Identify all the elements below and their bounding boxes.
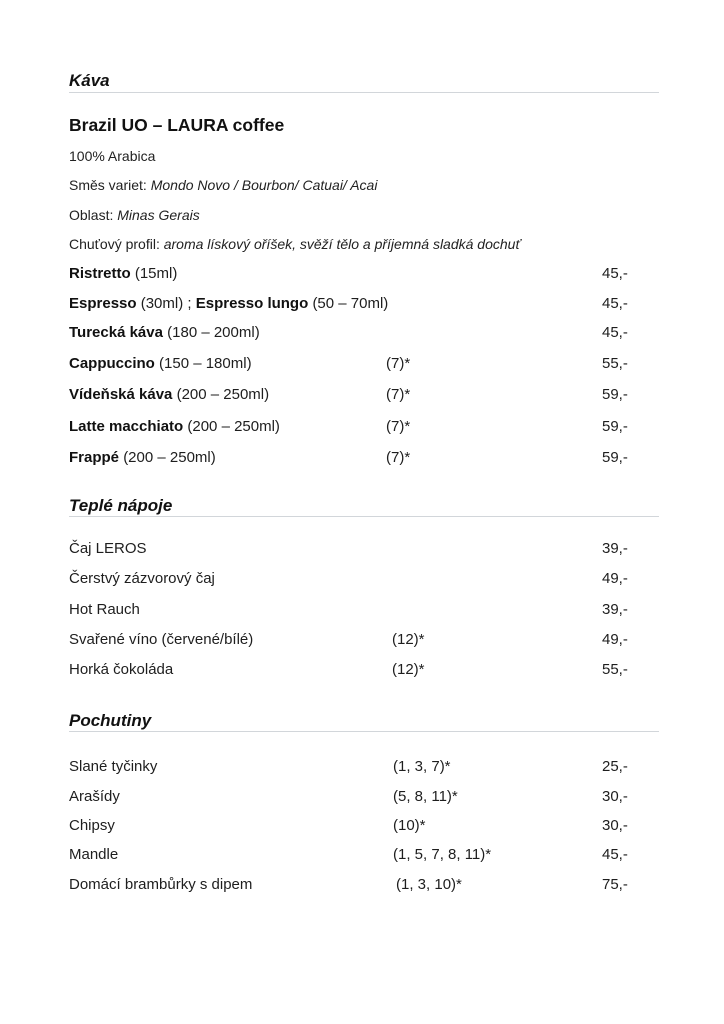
item-price: 30,-: [602, 817, 628, 834]
info-profile: [69, 236, 520, 252]
menu-item: [69, 418, 639, 440]
item-price: 39,-: [602, 540, 628, 557]
item-name: Turecká káva (180 – 200ml): [69, 324, 260, 341]
menu-item: [69, 540, 639, 562]
item-allergens: (7)*: [386, 418, 411, 435]
item-price: 49,-: [602, 631, 628, 648]
menu-item: [69, 788, 639, 810]
item-price: 55,-: [602, 661, 628, 678]
menu-item: [69, 570, 639, 592]
section-title-kava: Káva: [69, 71, 110, 90]
menu-item: [69, 631, 639, 653]
info-value: Minas Gerais: [117, 207, 200, 223]
item-price: 59,-: [602, 449, 628, 466]
item-price: 45,-: [602, 295, 628, 312]
product-title: Brazil UO – LAURA coffee: [69, 115, 285, 135]
menu-item: [69, 661, 639, 683]
info-label: Směs variet:: [69, 177, 147, 193]
section-title-pochutiny: Pochutiny: [69, 711, 152, 730]
info-arabica: 100% Arabica: [69, 148, 156, 164]
menu-item: [69, 449, 639, 471]
menu-item: [69, 295, 639, 317]
item-price: 45,-: [602, 324, 628, 341]
item-price: 59,-: [602, 386, 628, 403]
item-allergens: (12)*: [392, 661, 425, 678]
section-divider: [69, 731, 659, 732]
item-allergens: (7)*: [386, 355, 411, 372]
item-name: Espresso (30ml) ; Espresso lungo (50 – 70ml): [69, 295, 389, 312]
menu-item: [69, 817, 639, 839]
item-name: Slané tyčinky: [69, 758, 158, 775]
section-title-teple-napoje: Teplé nápoje: [69, 496, 173, 515]
menu-item: [69, 846, 639, 868]
info-value: aroma lískový oříšek, svěží tělo a příjemná sladká dochuť: [163, 236, 521, 252]
item-name: Horká čokoláda: [69, 661, 174, 678]
menu-item: [69, 324, 639, 346]
item-price: 75,-: [602, 876, 628, 893]
item-allergens: (1, 3, 7)*: [393, 758, 451, 775]
item-name: Čaj LEROS: [69, 540, 147, 557]
item-allergens: (1, 5, 7, 8, 11)*: [393, 846, 492, 863]
item-name: Cappuccino (150 – 180ml): [69, 355, 252, 372]
item-allergens: (5, 8, 11)*: [393, 788, 458, 805]
menu-item: [69, 601, 639, 623]
item-allergens: (12)*: [392, 631, 425, 648]
info-varieties: [69, 177, 377, 193]
item-price: 49,-: [602, 570, 628, 587]
item-name: Domácí brambůrky s dipem: [69, 876, 253, 893]
item-name: Ristretto (15ml): [69, 265, 178, 282]
item-allergens: (1, 3, 10)*: [396, 876, 462, 893]
info-region: [69, 207, 200, 223]
item-name: Arašídy: [69, 788, 120, 805]
item-name: Latte macchiato (200 – 250ml): [69, 418, 280, 435]
item-price: 59,-: [602, 418, 628, 435]
section-divider: [69, 516, 659, 517]
item-price: 45,-: [602, 265, 628, 282]
menu-item: [69, 758, 639, 780]
item-name: Frappé (200 – 250ml): [69, 449, 216, 466]
item-name: Čerstvý zázvorový čaj: [69, 570, 215, 587]
info-label: Oblast:: [69, 207, 114, 223]
info-value: Mondo Novo / Bourbon/ Catuai/ Acai: [150, 177, 378, 193]
menu-item: [69, 265, 639, 287]
item-name: Hot Rauch: [69, 601, 140, 618]
info-label: Chuťový profil:: [69, 236, 160, 252]
item-name: Chipsy: [69, 817, 115, 834]
section-divider: [69, 92, 659, 93]
menu-item: [69, 876, 639, 898]
item-name: Vídeňská káva (200 – 250ml): [69, 386, 270, 403]
item-price: 30,-: [602, 788, 628, 805]
menu-item: [69, 355, 639, 377]
item-allergens: (7)*: [386, 449, 411, 466]
item-price: 45,-: [602, 846, 628, 863]
item-name: Svařené víno (červené/bílé): [69, 631, 254, 648]
item-price: 39,-: [602, 601, 628, 618]
item-allergens: (10)*: [393, 817, 426, 834]
item-price: 25,-: [602, 758, 628, 775]
item-price: 55,-: [602, 355, 628, 372]
item-name: Mandle: [69, 846, 119, 863]
item-allergens: (7)*: [386, 386, 411, 403]
menu-item: [69, 386, 639, 408]
